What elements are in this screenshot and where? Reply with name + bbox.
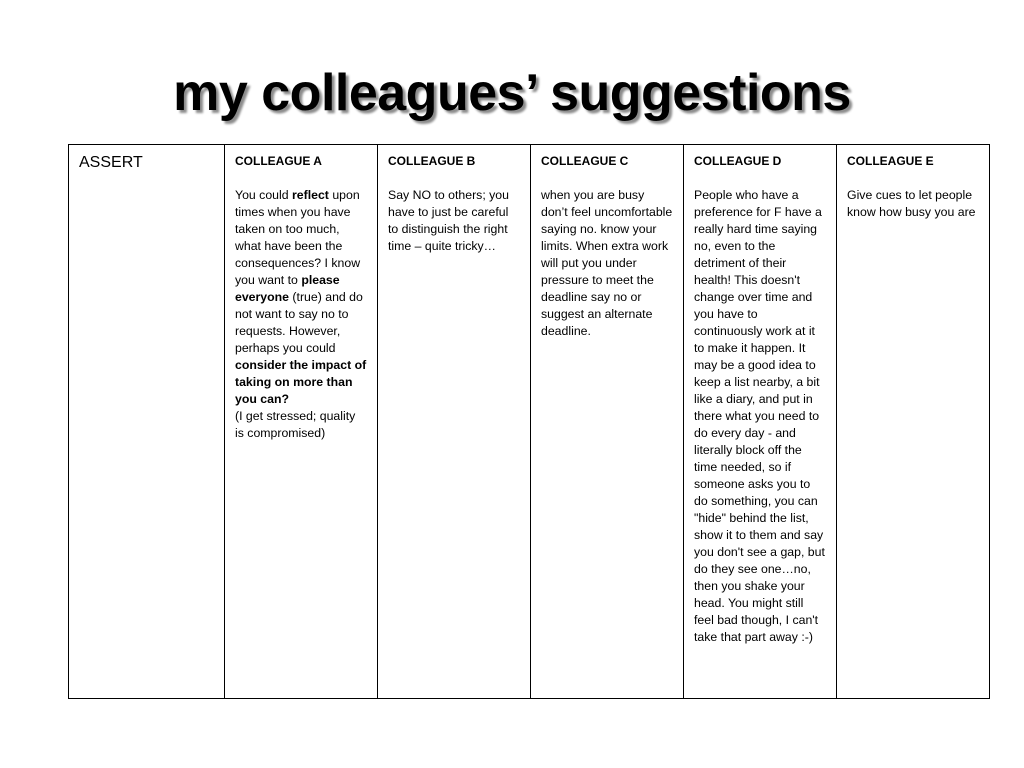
suggestion-text: upon times when you have taken on too much, what have been the consequences? I know you want to [235,188,361,287]
colleague-e-cell [837,145,990,699]
colleague-d-heading: COLLEAGUE D [694,154,782,168]
colleague-c-cell [531,145,684,699]
suggestion-text: when you are busy don’t feel uncomfortable saying no. know your limits. When extra work will put you under pressure to meet the deadline say no or suggest an alternate deadline. [541,188,673,338]
colleague-e-suggestion [847,187,979,221]
table-row [69,145,990,699]
colleague-e-heading: COLLEAGUE E [847,154,934,168]
colleague-b-cell [378,145,531,699]
colleague-d-cell [684,145,837,699]
colleague-a-heading: COLLEAGUE A [235,154,322,168]
emphasis-text: consider the impact of taking on more than you can? [235,358,367,406]
colleague-d-suggestion [694,187,826,646]
colleague-a-cell [225,145,378,699]
row-label: ASSERT [79,154,143,171]
colleague-b-suggestion [388,187,520,255]
colleague-c-suggestion [541,187,673,340]
colleague-a-suggestion [235,187,367,442]
suggestion-text: (true) and do not want to say no to requests. However, perhaps you could [235,290,363,355]
suggestions-table [68,144,990,699]
colleague-c-heading: COLLEAGUE C [541,154,629,168]
suggestion-text: Say NO to others; you have to just be careful to distinguish the right time – quite tricky… [388,188,509,253]
suggestion-text: You could [235,188,292,202]
colleague-b-heading: COLLEAGUE B [388,154,476,168]
emphasis-text: reflect [291,188,329,202]
suggestion-text: (I get stressed; quality is compromised) [235,409,356,440]
row-label-cell [69,145,225,699]
suggestion-text: Give cues to let people know how busy you are [847,188,976,219]
slide-title: my colleagues’ suggestions [173,64,851,122]
suggestion-text: People who have a preference for F have a really hard time saying no, even to the detriment of their health! This doesn't change over time and you have to continuously work at it to make it happen. It may be a good idea to keep a list nearby, a bit like a diary, and put in there what you need to do every day - and literally block off the time needed, so if someone asks you to do something, you can "hide" behind the list, show it to them and say you don't see a gap, but do they see one…no, then you shake your head. You might still feel bad though, I can't take that part away :-) [694,188,825,644]
emphasis-text: please everyone [235,273,340,304]
